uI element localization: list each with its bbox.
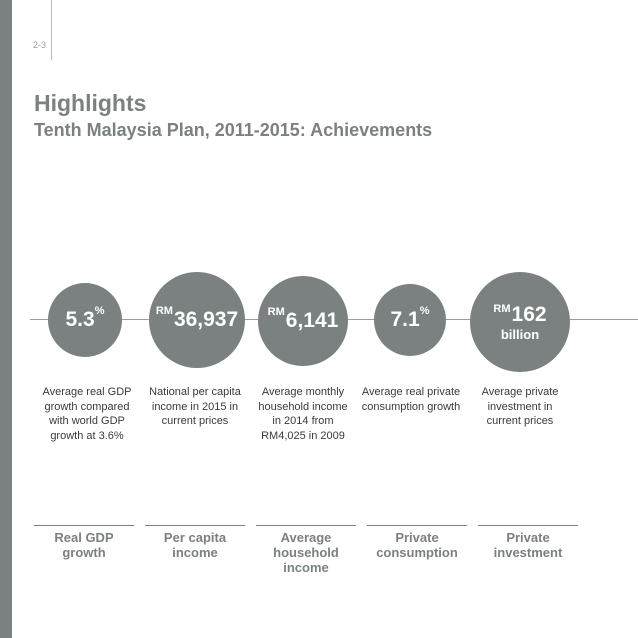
page-title: Highlights: [34, 90, 147, 116]
label-underline: [34, 525, 134, 526]
stat-label-household: Average household income: [273, 530, 339, 575]
stat-label-investment: Private investment: [493, 530, 563, 560]
stat-prefix: RM: [267, 306, 285, 318]
stat-description-household: Average monthly household income in 2014 from RM4,025 in 2009: [258, 386, 348, 442]
stat-description-consumption: Average real private consumption growth: [361, 386, 461, 413]
stat-suffix: %: [94, 305, 105, 317]
page-number: 2-3: [33, 40, 47, 50]
stat-value: 7.1: [390, 308, 420, 331]
stat-prefix: RM: [155, 305, 173, 317]
stat-value: 5.3: [65, 308, 95, 331]
stat-label-per-capita: Per capita income: [163, 530, 227, 560]
stat-value: 162: [511, 302, 547, 326]
stat-label-gdp: Real GDP growth: [54, 530, 114, 560]
stat-circle-gdp: [48, 283, 122, 357]
stat-prefix: RM: [493, 302, 511, 315]
stat-circle-investment: [470, 272, 570, 372]
stat-circle-household: [258, 276, 348, 366]
left-sidebar-bar: [0, 0, 12, 638]
stat-value: 6,141: [285, 309, 339, 332]
page-subtitle: Tenth Malaysia Plan, 2011-2015: Achievements: [34, 120, 433, 140]
label-underline: [145, 525, 245, 526]
label-underline: [256, 525, 356, 526]
stat-unit: billion: [500, 326, 540, 342]
stat-description-investment: Average private investment in current prices: [481, 386, 559, 427]
stat-circle-consumption: [374, 284, 446, 356]
stat-label-consumption: Private consumption: [376, 530, 458, 560]
stat-circle-per-capita: [149, 272, 245, 368]
stat-value: 36,937: [173, 308, 239, 331]
stat-suffix: %: [419, 305, 430, 317]
header-divider: [51, 0, 52, 60]
label-underline: [367, 525, 467, 526]
stat-description-per-capita: National per capita income in 2015 in current prices: [149, 386, 241, 427]
label-underline: [478, 525, 578, 526]
stat-description-gdp: Average real GDP growth compared with world GDP growth at 3.6%: [42, 386, 132, 442]
